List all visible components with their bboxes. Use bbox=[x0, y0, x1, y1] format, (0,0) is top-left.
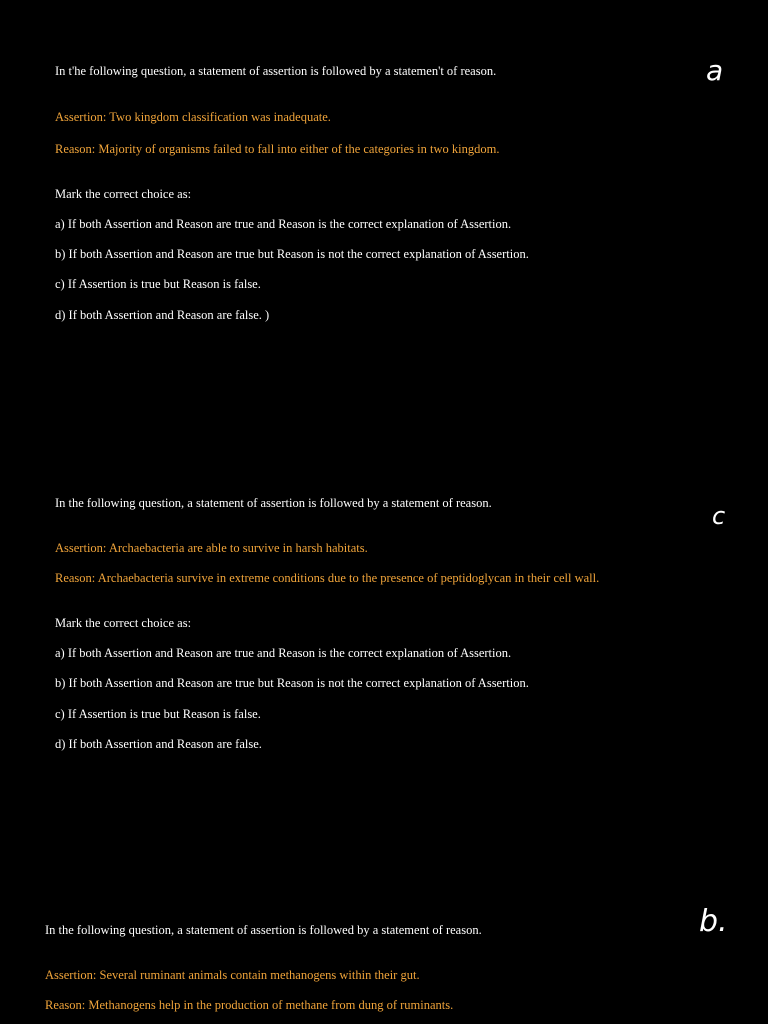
option-c: c) If Assertion is true but Reason is false. bbox=[55, 277, 261, 291]
reason-text: Reason: Methanogens help in the production of methane from dung of ruminants. bbox=[45, 998, 454, 1012]
handwritten-answer-3: b. bbox=[699, 904, 728, 939]
assertion-text: Assertion: Two kingdom classification was inadequate. bbox=[55, 110, 331, 124]
option-a: a) If both Assertion and Reason are true and Reason is the correct explanation of Assertion. bbox=[55, 217, 512, 231]
reason-text: Reason: Majority of organisms failed to fall into either of the categories in two kingdom. bbox=[55, 142, 500, 156]
handwritten-answer-2: c bbox=[712, 502, 726, 530]
reason-text: Reason: Archaebacteria survive in extreme conditions due to the presence of peptidoglycan in their cell wall. bbox=[55, 571, 600, 585]
option-a: a) If both Assertion and Reason are true and Reason is the correct explanation of Assertion. bbox=[55, 646, 512, 660]
option-d: d) If both Assertion and Reason are false. ) bbox=[55, 308, 270, 322]
option-b: b) If both Assertion and Reason are true but Reason is not the correct explanation of Assertion. bbox=[55, 676, 529, 690]
question-intro: In the following question, a statement of assertion is followed by a statement of reason. bbox=[55, 496, 492, 510]
assertion-text: Assertion: Archaebacteria are able to survive in harsh habitats. bbox=[55, 541, 368, 555]
mark-choice-label: Mark the correct choice as: bbox=[55, 187, 192, 201]
option-d: d) If both Assertion and Reason are false. bbox=[55, 737, 262, 751]
question-intro: In t'he following question, a statement of assertion is followed by a statemen't of reason. bbox=[55, 64, 497, 78]
option-c: c) If Assertion is true but Reason is false. bbox=[55, 707, 261, 721]
mark-choice-label: Mark the correct choice as: bbox=[55, 616, 192, 630]
option-b: b) If both Assertion and Reason are true but Reason is not the correct explanation of Assertion. bbox=[55, 247, 529, 261]
question-intro: In the following question, a statement of assertion is followed by a statement of reason. bbox=[45, 923, 482, 937]
handwritten-answer-1: a bbox=[706, 54, 724, 87]
assertion-text: Assertion: Several ruminant animals contain methanogens within their gut. bbox=[45, 968, 420, 982]
